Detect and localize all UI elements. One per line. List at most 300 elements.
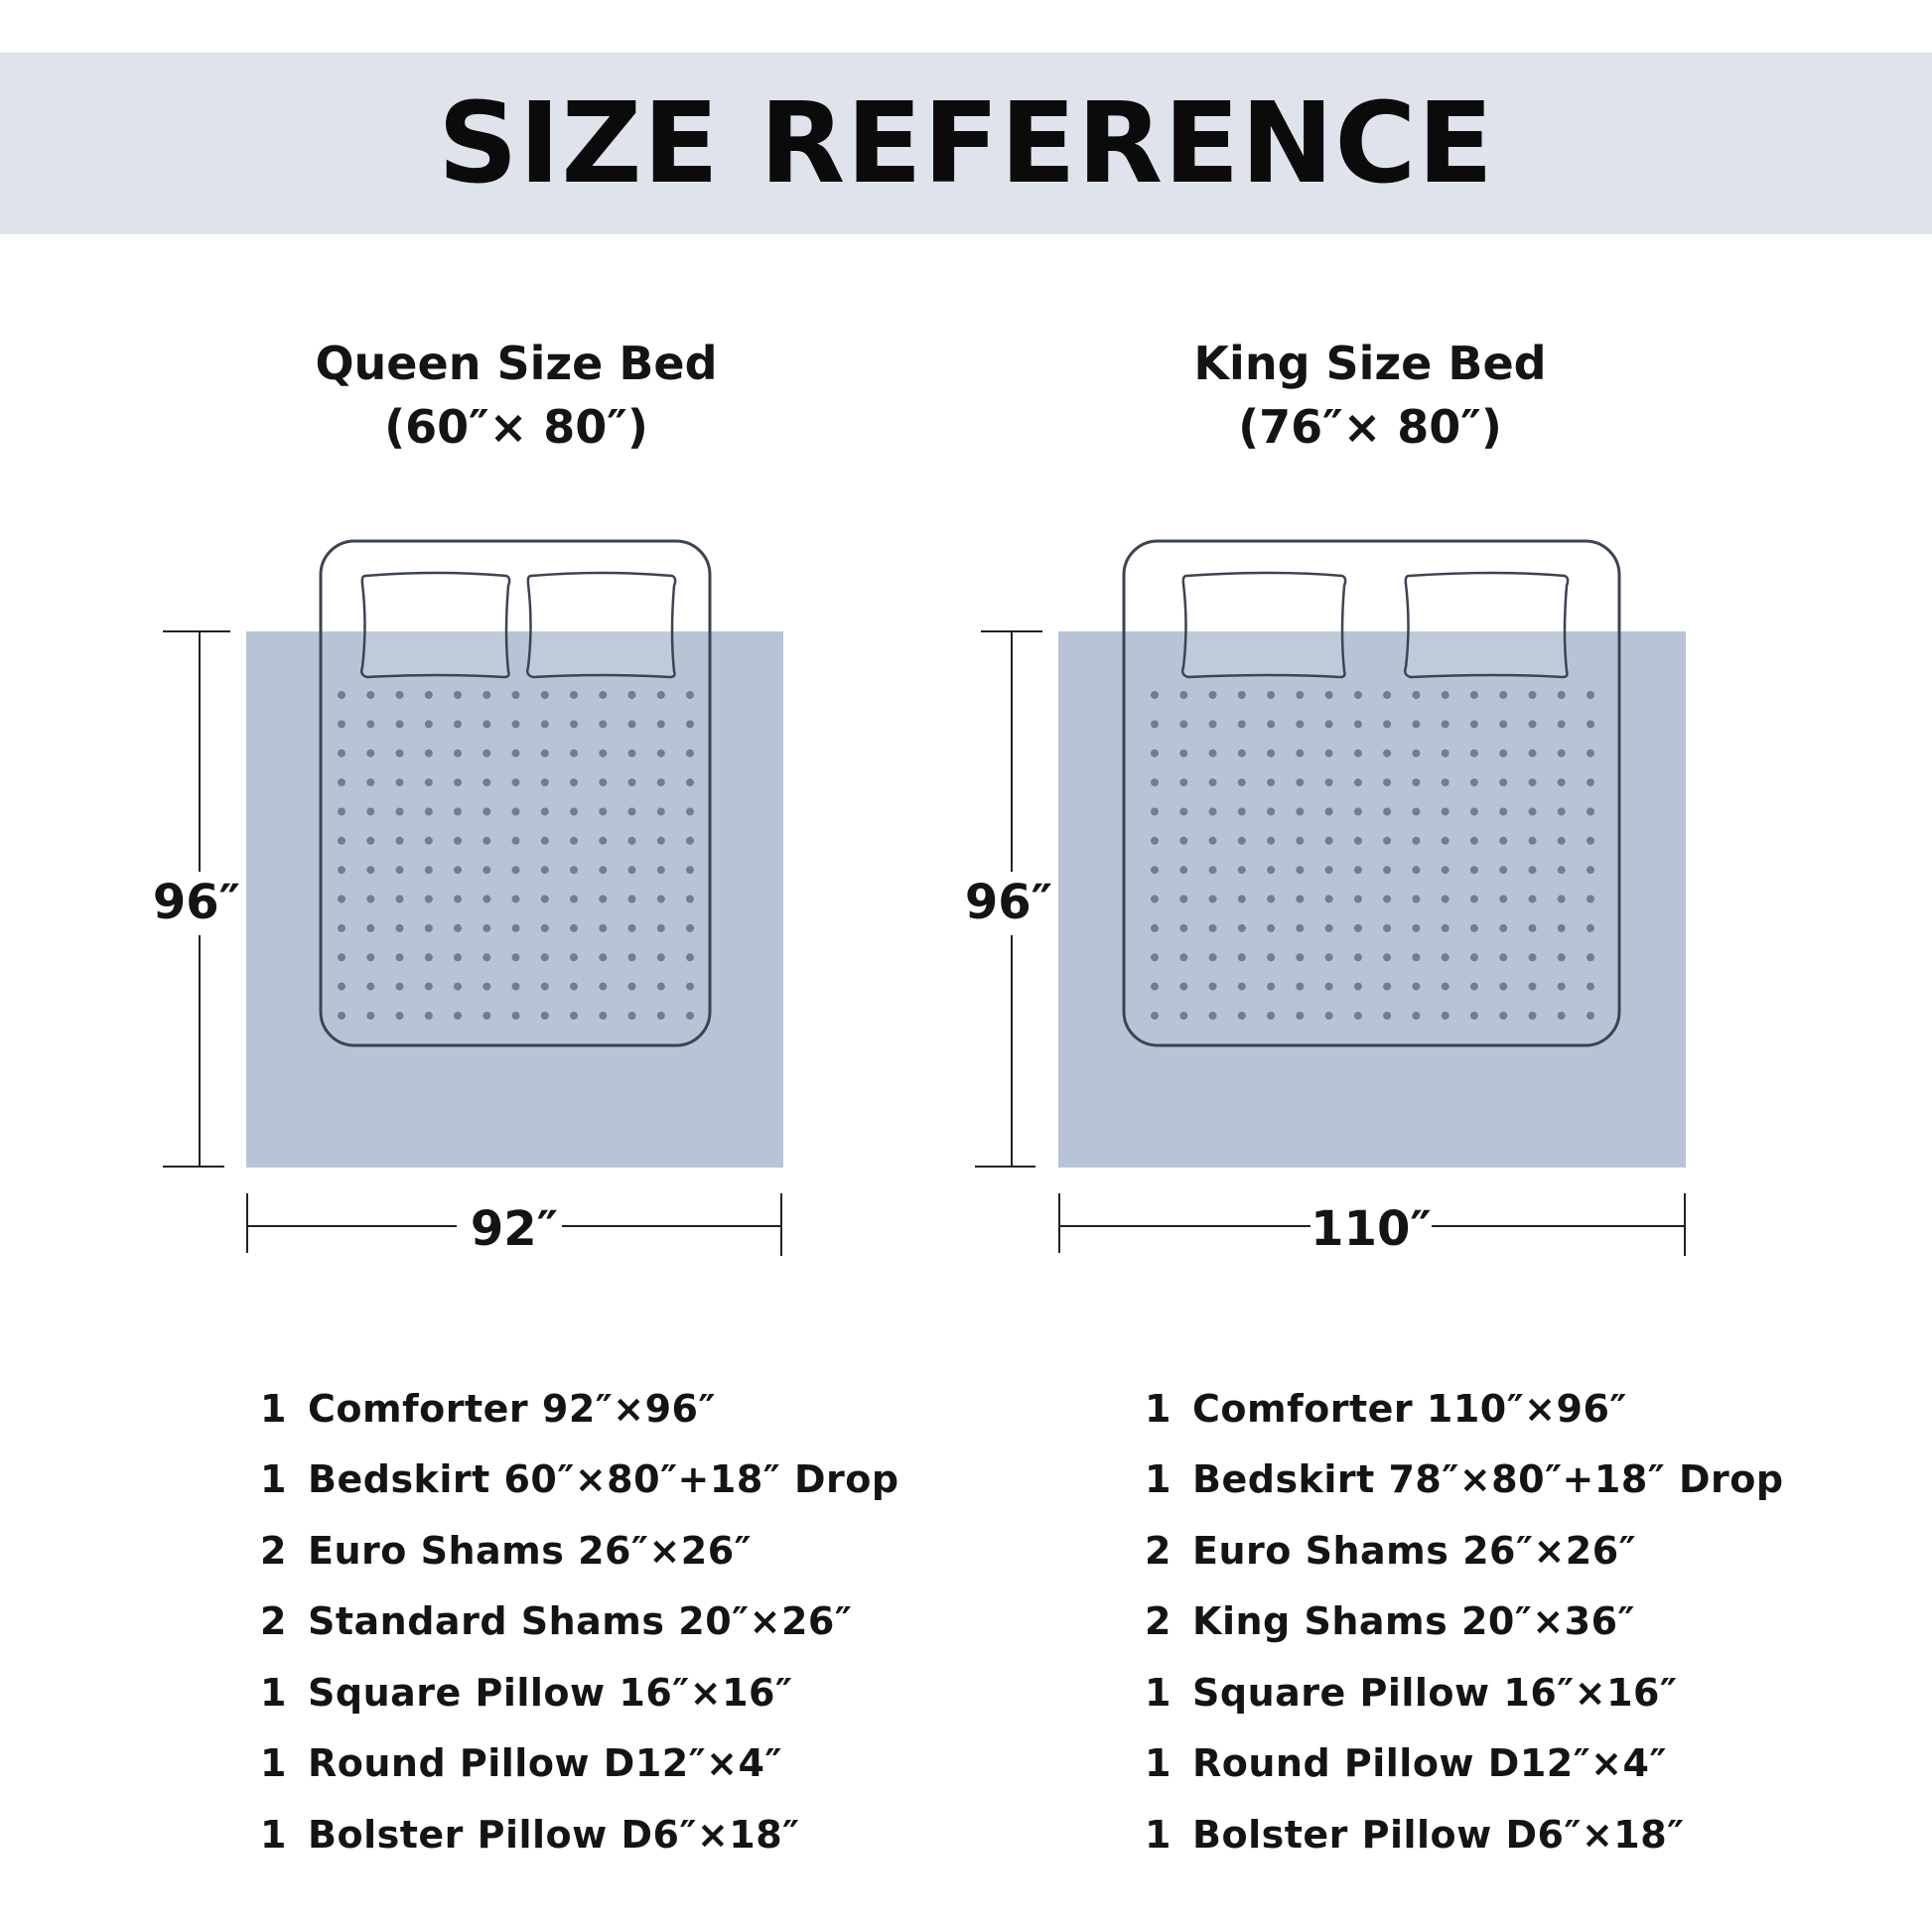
- mattress-dot: [541, 837, 549, 845]
- mattress-dot: [425, 983, 433, 991]
- mattress-dot: [1383, 924, 1391, 932]
- mattress-dot: [628, 983, 636, 991]
- mattress-dot: [1470, 778, 1478, 786]
- mattress-dot: [1558, 983, 1566, 991]
- mattress-dot: [1209, 866, 1217, 874]
- mattress-dot: [1325, 691, 1333, 699]
- mattress-dot: [1470, 896, 1478, 903]
- mattress-dot: [425, 1012, 433, 1020]
- mattress-dot: [1529, 1012, 1537, 1020]
- mattress-dot: [1442, 837, 1449, 845]
- mattress-dot: [1558, 837, 1566, 845]
- mattress-dot: [512, 896, 520, 903]
- item-qty: 2: [1145, 1599, 1172, 1644]
- mattress-dot: [483, 808, 490, 816]
- mattress-dot: [1442, 866, 1449, 874]
- item-desc: Euro Shams 26″×26″: [308, 1528, 753, 1573]
- mattress-dot: [1587, 866, 1594, 874]
- item-desc: Round Pillow D12″×4″: [1192, 1741, 1667, 1786]
- mattress-dot: [599, 983, 607, 991]
- mattress-dot: [1267, 1012, 1275, 1020]
- mattress-dot: [1470, 924, 1478, 932]
- mattress-dot: [686, 720, 694, 728]
- item-qty: 1: [1145, 1386, 1172, 1431]
- item-desc: Euro Shams 26″×26″: [1192, 1528, 1637, 1573]
- mattress-dot: [1470, 720, 1478, 728]
- mattress-dot: [1151, 1012, 1159, 1020]
- mattress-dot: [512, 866, 520, 874]
- mattress-dot: [541, 983, 549, 991]
- mattress-dot: [454, 896, 462, 903]
- queen-width-label: 92″: [470, 1201, 559, 1257]
- mattress-dot: [1151, 778, 1159, 786]
- mattress-dot: [1179, 691, 1187, 699]
- mattress-dot: [1529, 750, 1537, 758]
- mattress-dot: [512, 953, 520, 961]
- mattress-dot: [1267, 896, 1275, 903]
- mattress-dot: [657, 837, 665, 845]
- mattress-dot: [1267, 953, 1275, 961]
- mattress-dot: [1587, 750, 1594, 758]
- mattress-dot: [628, 896, 636, 903]
- mattress-dot: [338, 983, 345, 991]
- item-qty: 1: [260, 1812, 287, 1857]
- mattress-dot: [366, 750, 374, 758]
- mattress-dot: [1325, 1012, 1333, 1020]
- mattress-dot: [686, 837, 694, 845]
- mattress-dot: [1296, 750, 1304, 758]
- mattress-dot: [338, 778, 345, 786]
- queen-height-label: 96″: [152, 875, 241, 930]
- mattress-dot: [1470, 750, 1478, 758]
- mattress-dot: [366, 866, 374, 874]
- mattress-dot: [541, 808, 549, 816]
- mattress-dot: [1209, 778, 1217, 786]
- mattress-dot: [1412, 896, 1420, 903]
- mattress-dot: [570, 691, 578, 699]
- list-item: [260, 1799, 899, 1870]
- mattress-dot: [1209, 924, 1217, 932]
- mattress-dot: [396, 720, 404, 728]
- mattress-dot: [483, 778, 490, 786]
- mattress-dot: [1499, 866, 1507, 874]
- mattress-dot: [1529, 778, 1537, 786]
- mattress-dot: [1325, 924, 1333, 932]
- mattress-dot: [1209, 808, 1217, 816]
- mattress-dot: [686, 691, 694, 699]
- mattress-dot: [366, 837, 374, 845]
- mattress-dot: [570, 953, 578, 961]
- mattress-dot: [1499, 778, 1507, 786]
- mattress-dot: [483, 924, 490, 932]
- mattress-dot: [1383, 1012, 1391, 1020]
- mattress-dot: [1354, 778, 1362, 786]
- mattress-dot: [1412, 750, 1420, 758]
- mattress-dot: [1558, 1012, 1566, 1020]
- mattress-dot: [570, 778, 578, 786]
- mattress-dot: [483, 691, 490, 699]
- mattress-dot: [483, 866, 490, 874]
- mattress-dot: [541, 691, 549, 699]
- mattress-dot: [1558, 896, 1566, 903]
- mattress-dot: [1383, 953, 1391, 961]
- list-item: [1145, 1657, 1784, 1728]
- mattress-dot: [454, 983, 462, 991]
- mattress-dot: [686, 866, 694, 874]
- mattress-dot: [628, 778, 636, 786]
- mattress-dot: [1238, 691, 1246, 699]
- mattress-dot: [366, 778, 374, 786]
- mattress-dot: [1325, 866, 1333, 874]
- mattress-dot: [366, 953, 374, 961]
- mattress-dot: [1267, 778, 1275, 786]
- mattress-dot: [1587, 983, 1594, 991]
- mattress-dot: [1499, 983, 1507, 991]
- mattress-dot: [1587, 924, 1594, 932]
- mattress-dot: [483, 750, 490, 758]
- mattress-dot: [338, 837, 345, 845]
- mattress-dot: [1267, 866, 1275, 874]
- item-qty: 1: [260, 1457, 287, 1502]
- item-desc: Bolster Pillow D6″×18″: [308, 1812, 800, 1857]
- mattress-dot: [628, 953, 636, 961]
- mattress-dot: [1412, 808, 1420, 816]
- mattress-dot: [599, 691, 607, 699]
- mattress-dot: [599, 720, 607, 728]
- mattress-dot: [483, 837, 490, 845]
- mattress-dot: [686, 750, 694, 758]
- list-item: [1145, 1587, 1784, 1658]
- mattress-dot: [1442, 750, 1449, 758]
- mattress-dot: [1383, 983, 1391, 991]
- item-desc: Round Pillow D12″×4″: [308, 1741, 782, 1786]
- mattress-dot: [396, 1012, 404, 1020]
- mattress-dot: [570, 866, 578, 874]
- mattress-dot: [1499, 720, 1507, 728]
- mattress-dot: [338, 691, 345, 699]
- mattress-dot: [1209, 691, 1217, 699]
- mattress-dot: [657, 1012, 665, 1020]
- mattress-dot: [1267, 837, 1275, 845]
- mattress-dot: [1499, 896, 1507, 903]
- mattress-dot: [366, 924, 374, 932]
- list-item: [260, 1587, 899, 1658]
- mattress-dot: [512, 837, 520, 845]
- mattress-dot: [1325, 896, 1333, 903]
- mattress-dot: [1296, 778, 1304, 786]
- mattress-dot: [1470, 1012, 1478, 1020]
- mattress-dot: [1238, 720, 1246, 728]
- mattress-dot: [628, 924, 636, 932]
- mattress-dot: [512, 924, 520, 932]
- mattress-dot: [425, 837, 433, 845]
- mattress-dot: [512, 983, 520, 991]
- mattress-dot: [1412, 924, 1420, 932]
- mattress-dot: [1325, 837, 1333, 845]
- list-item: [260, 1373, 899, 1445]
- mattress-dot: [454, 924, 462, 932]
- mattress-dot: [338, 720, 345, 728]
- mattress-dot: [454, 953, 462, 961]
- mattress-dot: [425, 924, 433, 932]
- item-desc: Bedskirt 78″×80″+18″ Drop: [1192, 1457, 1784, 1502]
- mattress-dot: [1354, 837, 1362, 845]
- mattress-dot: [338, 866, 345, 874]
- mattress-dot: [657, 866, 665, 874]
- mattress-dot: [1529, 924, 1537, 932]
- mattress-dot: [483, 953, 490, 961]
- mattress-dot: [512, 808, 520, 816]
- mattress-dot: [454, 1012, 462, 1020]
- mattress-dot: [1325, 983, 1333, 991]
- mattress-dot: [1151, 866, 1159, 874]
- mattress-dot: [1179, 1012, 1187, 1020]
- mattress-dot: [657, 691, 665, 699]
- mattress-dot: [1238, 953, 1246, 961]
- mattress-dot: [1238, 808, 1246, 816]
- mattress-dot: [1209, 750, 1217, 758]
- mattress-dot: [454, 691, 462, 699]
- mattress-dot: [1470, 983, 1478, 991]
- mattress-dot: [599, 778, 607, 786]
- mattress-dot: [1412, 953, 1420, 961]
- mattress-dot: [512, 691, 520, 699]
- mattress-dot: [628, 1012, 636, 1020]
- list-item: [1145, 1515, 1784, 1587]
- mattress-dot: [599, 866, 607, 874]
- mattress-dot: [541, 778, 549, 786]
- mattress-dot: [1354, 953, 1362, 961]
- mattress-dot: [1238, 866, 1246, 874]
- item-desc: Bedskirt 60″×80″+18″ Drop: [308, 1457, 899, 1502]
- mattress-dot: [425, 750, 433, 758]
- mattress-dot: [1412, 837, 1420, 845]
- mattress-dot: [1151, 953, 1159, 961]
- king-pillow-left: [1182, 573, 1345, 677]
- mattress-dot: [1383, 691, 1391, 699]
- mattress-dot: [628, 866, 636, 874]
- king-width-label: 110″: [1311, 1201, 1432, 1257]
- mattress-dot: [1558, 924, 1566, 932]
- mattress-dot: [1296, 983, 1304, 991]
- mattress-dot: [599, 750, 607, 758]
- item-qty: 1: [1145, 1741, 1172, 1786]
- mattress-dot: [1267, 808, 1275, 816]
- mattress-dot: [1296, 691, 1304, 699]
- page-title: SIZE REFERENCE: [438, 78, 1494, 208]
- king-item-list: [1145, 1373, 1784, 1870]
- mattress-dot: [1558, 778, 1566, 786]
- mattress-dot: [599, 808, 607, 816]
- mattress-dot: [366, 896, 374, 903]
- mattress-dot: [1179, 837, 1187, 845]
- item-qty: 2: [1145, 1528, 1172, 1573]
- mattress-dot: [1151, 837, 1159, 845]
- mattress-dot: [1296, 953, 1304, 961]
- mattress-dot: [1442, 924, 1449, 932]
- mattress-dot: [366, 691, 374, 699]
- item-desc: Comforter 110″×96″: [1192, 1386, 1627, 1431]
- mattress-dot: [628, 750, 636, 758]
- mattress-dot: [1499, 1012, 1507, 1020]
- mattress-dot: [686, 953, 694, 961]
- mattress-dot: [1354, 866, 1362, 874]
- mattress-dot: [1325, 953, 1333, 961]
- mattress-dot: [396, 778, 404, 786]
- mattress-dot: [1151, 983, 1159, 991]
- mattress-dot: [1470, 837, 1478, 845]
- mattress-dot: [1354, 691, 1362, 699]
- mattress-dot: [1442, 953, 1449, 961]
- king-pillow-right: [1405, 573, 1568, 677]
- mattress-dot: [570, 720, 578, 728]
- mattress-dot: [425, 778, 433, 786]
- king-diagram: [965, 541, 1686, 1257]
- queen-pillow-right: [527, 573, 675, 677]
- mattress-dot: [541, 896, 549, 903]
- mattress-dot: [657, 924, 665, 932]
- mattress-dot: [1238, 1012, 1246, 1020]
- mattress-dot: [1412, 1012, 1420, 1020]
- mattress-dot: [1529, 896, 1537, 903]
- mattress-dot: [1209, 720, 1217, 728]
- mattress-dot: [1209, 896, 1217, 903]
- mattress-dot: [541, 1012, 549, 1020]
- mattress-dot: [483, 1012, 490, 1020]
- mattress-dot: [1529, 808, 1537, 816]
- mattress-dot: [1558, 866, 1566, 874]
- mattress-dot: [1412, 720, 1420, 728]
- mattress-dot: [657, 720, 665, 728]
- mattress-dot: [1238, 983, 1246, 991]
- mattress-dot: [1267, 924, 1275, 932]
- mattress-dot: [1179, 896, 1187, 903]
- mattress-dot: [599, 924, 607, 932]
- mattress-dot: [1499, 953, 1507, 961]
- mattress-dot: [1296, 924, 1304, 932]
- mattress-dot: [1587, 953, 1594, 961]
- mattress-dot: [512, 750, 520, 758]
- mattress-dot: [541, 750, 549, 758]
- mattress-dot: [1558, 691, 1566, 699]
- mattress-dot: [454, 866, 462, 874]
- list-item: [260, 1515, 899, 1587]
- mattress-dot: [657, 750, 665, 758]
- item-desc: Comforter 92″×96″: [308, 1386, 716, 1431]
- list-item: [1145, 1728, 1784, 1800]
- mattress-dot: [570, 750, 578, 758]
- mattress-dot: [483, 983, 490, 991]
- mattress-dot: [686, 983, 694, 991]
- mattress-dot: [686, 1012, 694, 1020]
- mattress-dot: [628, 691, 636, 699]
- mattress-dot: [657, 808, 665, 816]
- mattress-dot: [1442, 896, 1449, 903]
- mattress-dot: [425, 691, 433, 699]
- mattress-dot: [541, 866, 549, 874]
- mattress-dot: [396, 953, 404, 961]
- mattress-dot: [512, 720, 520, 728]
- mattress-dot: [570, 896, 578, 903]
- mattress-dot: [628, 808, 636, 816]
- list-item: [260, 1445, 899, 1516]
- mattress-dot: [1209, 837, 1217, 845]
- list-item: [1145, 1445, 1784, 1516]
- mattress-dot: [396, 837, 404, 845]
- mattress-dot: [512, 1012, 520, 1020]
- mattress-dot: [1354, 983, 1362, 991]
- mattress-dot: [1179, 720, 1187, 728]
- item-qty: 1: [260, 1386, 287, 1431]
- mattress-dot: [1442, 983, 1449, 991]
- item-qty: 1: [1145, 1812, 1172, 1857]
- mattress-dot: [454, 750, 462, 758]
- mattress-dot: [338, 924, 345, 932]
- mattress-dot: [1151, 750, 1159, 758]
- item-desc: King Shams 20″×36″: [1192, 1599, 1636, 1644]
- mattress-dot: [1412, 866, 1420, 874]
- mattress-dot: [686, 896, 694, 903]
- item-qty: 1: [1145, 1670, 1172, 1715]
- item-desc: Square Pillow 16″×16″: [308, 1670, 793, 1715]
- mattress-dot: [396, 750, 404, 758]
- mattress-dot: [1442, 720, 1449, 728]
- mattress-dot: [1529, 983, 1537, 991]
- mattress-dot: [570, 837, 578, 845]
- mattress-dot: [1354, 750, 1362, 758]
- mattress-dot: [541, 720, 549, 728]
- mattress-dot: [1383, 750, 1391, 758]
- mattress-dot: [1558, 720, 1566, 728]
- item-desc: Bolster Pillow D6″×18″: [1192, 1812, 1685, 1857]
- mattress-dot: [338, 1012, 345, 1020]
- mattress-dot: [1267, 691, 1275, 699]
- mattress-dot: [1499, 837, 1507, 845]
- mattress-dot: [1325, 750, 1333, 758]
- mattress-dot: [1587, 720, 1594, 728]
- mattress-dot: [686, 778, 694, 786]
- mattress-dot: [1151, 720, 1159, 728]
- mattress-dot: [338, 896, 345, 903]
- mattress-dot: [570, 983, 578, 991]
- mattress-dot: [657, 896, 665, 903]
- mattress-dot: [1383, 866, 1391, 874]
- list-item: [1145, 1373, 1784, 1445]
- mattress-dot: [1442, 808, 1449, 816]
- mattress-dot: [366, 720, 374, 728]
- mattress-dot: [1558, 808, 1566, 816]
- mattress-dot: [1529, 720, 1537, 728]
- mattress-dot: [1151, 808, 1159, 816]
- mattress-dot: [1412, 778, 1420, 786]
- mattress-dot: [1267, 750, 1275, 758]
- queen-item-list: [260, 1373, 899, 1870]
- mattress-dot: [483, 896, 490, 903]
- mattress-dot: [425, 896, 433, 903]
- mattress-dot: [1238, 896, 1246, 903]
- mattress-dot: [686, 924, 694, 932]
- mattress-dot: [1587, 837, 1594, 845]
- mattress-dot: [1325, 778, 1333, 786]
- king-height-label: 96″: [964, 875, 1053, 930]
- mattress-dot: [1470, 691, 1478, 699]
- mattress-dot: [657, 983, 665, 991]
- mattress-dot: [425, 953, 433, 961]
- mattress-dot: [454, 720, 462, 728]
- mattress-dot: [1383, 808, 1391, 816]
- mattress-dot: [657, 778, 665, 786]
- mattress-dot: [1151, 924, 1159, 932]
